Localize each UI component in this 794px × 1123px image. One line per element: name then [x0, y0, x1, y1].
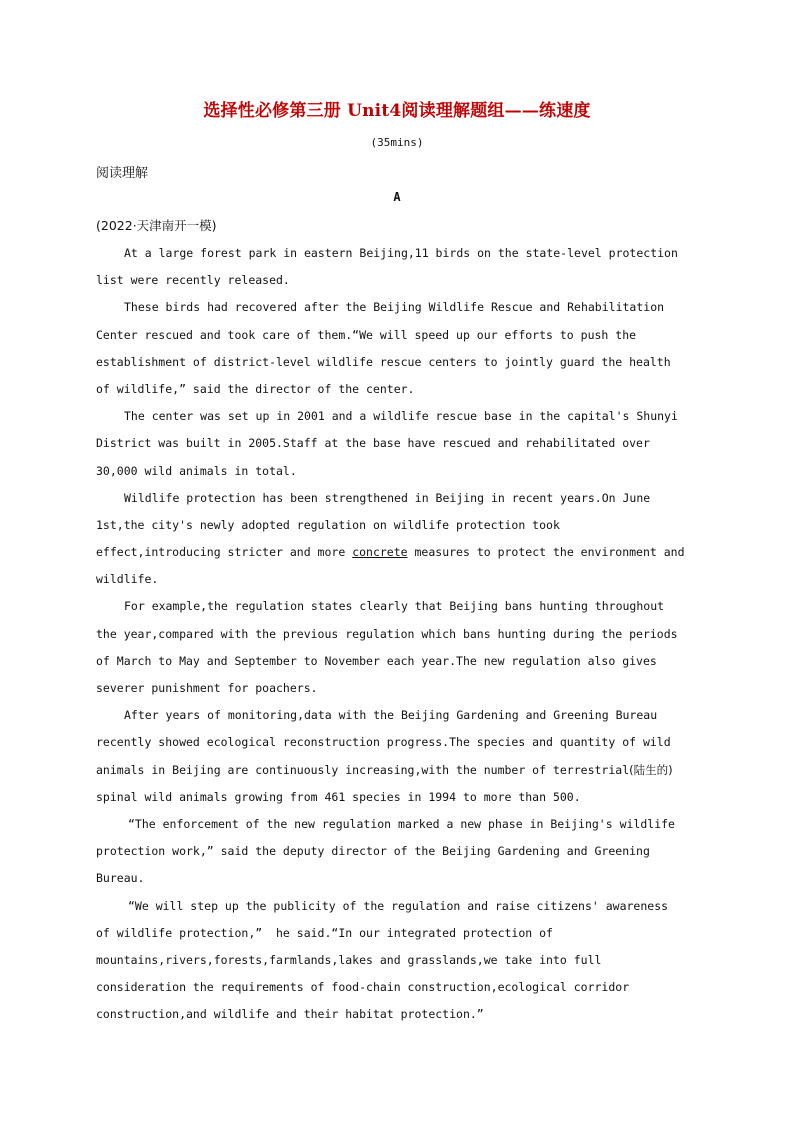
text-line: list were recently released. [96, 273, 290, 288]
text-line: of March to May and September to November each year.The new regulation also gives [96, 653, 657, 668]
section-heading: 阅读理解 [96, 166, 149, 181]
passage-body [96, 240, 696, 1028]
passage-source: (2022·天津南开一模) [96, 218, 217, 233]
text-line: After years of monitoring,data with the Beijing Gardening and Greening Bureau [124, 708, 658, 723]
text-line: District was built in 2005.Staff at the base have rescued and rehabilitated over [96, 436, 650, 451]
text-line: At a large forest park in eastern Beijing,11 birds on the state-level protection [124, 246, 678, 260]
text-line: For example,the regulation states clearly that Beijing bans hunting throughout [124, 599, 665, 614]
text-line: Center rescued and took care of them.“We will speed up our efforts to push the [96, 327, 637, 342]
text-line: construction,and wildlife and their habitat protection.” [96, 1007, 484, 1022]
text-line: wildlife. [96, 572, 159, 587]
text-line: protection work,” said the deputy director of the Beijing Gardening and Greening [96, 844, 650, 859]
text-line: consideration the requirements of food-chain construction,ecological corridor [96, 980, 630, 995]
text-line: Bureau. [96, 871, 145, 886]
text-line: 30,000 wild animals in total. [96, 463, 297, 478]
text-line [96, 539, 696, 566]
text-segment: effect,introducing stricter and more [96, 545, 353, 560]
text-line: the year,compared with the previous regulation which bans hunting during the periods [96, 626, 678, 641]
chinese-gloss: (陆生的) [629, 762, 673, 777]
text-line: 1st,the city's newly adopted regulation on wildlife protection took [96, 517, 560, 532]
text-line: “We will step up the publicity of the regulation and raise citizens' awareness [128, 898, 669, 913]
time-limit: (35mins) [370, 136, 424, 149]
text-line: recently showed ecological reconstruction progress.The species and quantity of wild [96, 735, 671, 750]
text-segment: animals in Beijing are continuously increasing,with the number of terrestrial [96, 762, 630, 777]
text-line: severer punishment for poachers. [96, 681, 318, 695]
text-line: These birds had recovered after the Beijing Wildlife Rescue and Rehabilitation [124, 300, 665, 315]
underlined-word: concrete [352, 545, 408, 560]
text-line: of wildlife,” said the director of the center. [96, 381, 415, 396]
text-line: “The enforcement of the new regulation marked a new phase in Beijing's wildlife [128, 816, 675, 831]
text-segment: measures to protect the environment and [407, 545, 685, 560]
text-line: of wildlife protection,” he said.“In our integrated protection of [96, 925, 553, 940]
text-line [96, 757, 696, 784]
text-line: establishment of district-level wildlife rescue centers to jointly guard the health [96, 354, 671, 369]
text-line: Wildlife protection has been strengthened in Beijing in recent years.On June [124, 490, 651, 505]
page-title: 选择性必修第三册 Unit4阅读理解题组——练速度 [203, 101, 591, 121]
passage-label: A [393, 190, 401, 204]
text-line: The center was set up in 2001 and a wildlife rescue base in the capital's Shunyi [124, 409, 678, 424]
text-line: mountains,rivers,forests,farmlands,lakes and grasslands,we take into full [96, 952, 602, 967]
text-line: spinal wild animals growing from 461 species in 1994 to more than 500. [96, 789, 581, 804]
